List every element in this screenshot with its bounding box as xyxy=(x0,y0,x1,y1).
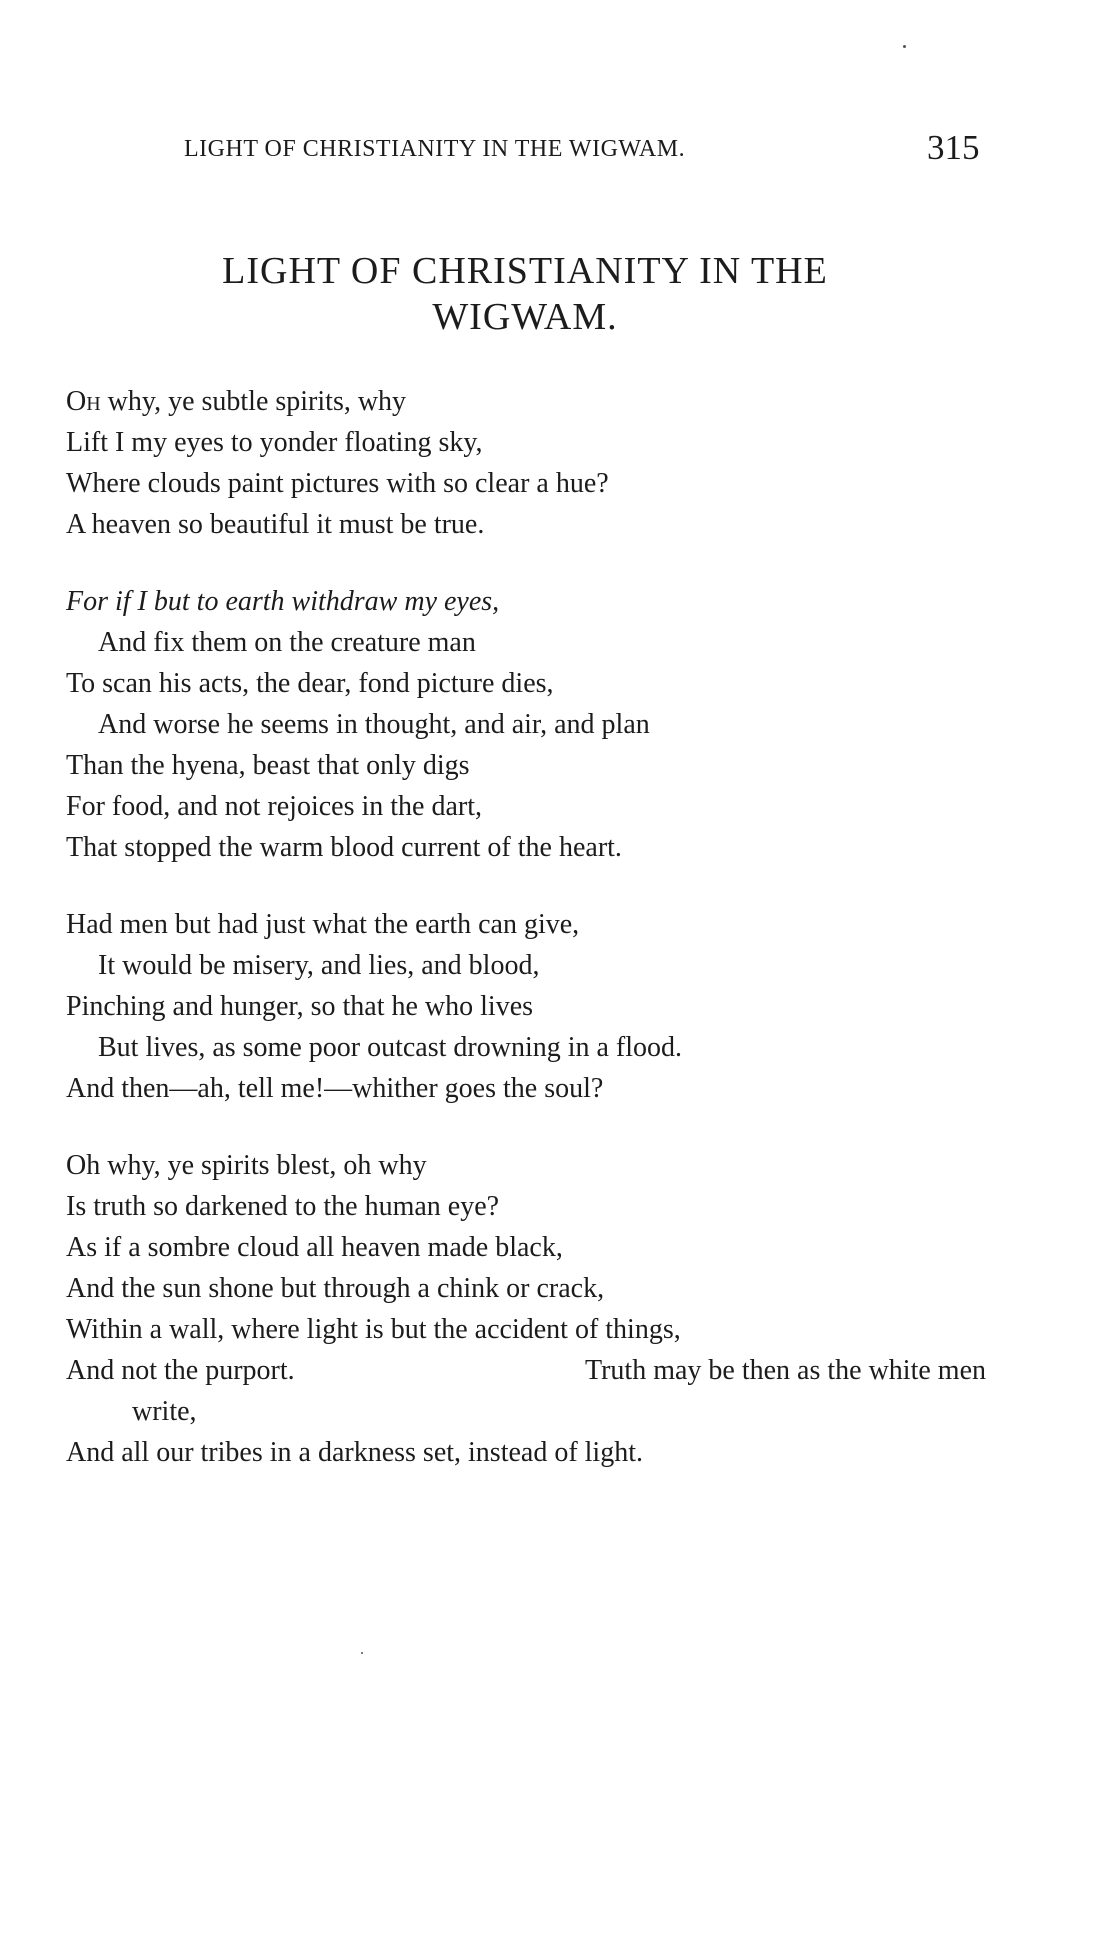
poem-title xyxy=(0,248,1050,340)
stanza-4 xyxy=(66,1145,1066,1473)
poem-line: And fix them on the creature man xyxy=(98,627,476,658)
poem-line: And all our tribes in a darkness set, instead of light. xyxy=(66,1437,643,1468)
poem-line: And the sun shone but through a chink or crack, xyxy=(66,1273,605,1304)
line-right: Truth may be then as the white men xyxy=(584,1355,986,1386)
stanza-3 xyxy=(66,904,1066,1109)
poem-line-continuation: write, xyxy=(132,1396,197,1427)
page-number: 315 xyxy=(927,128,980,167)
paper-speck xyxy=(903,45,906,48)
poem-line: That stopped the warm blood current of the heart. xyxy=(66,832,622,863)
poem-line: But lives, as some poor outcast drowning in a flood. xyxy=(98,1032,683,1063)
poem-line: And worse he seems in thought, and air, and plan xyxy=(98,709,650,740)
line-text: why, ye subtle spirits, why xyxy=(100,386,407,417)
poem-line: For if I but to earth withdraw my eyes, xyxy=(66,586,500,617)
poem-line: Pinching and hunger, so that he who lives xyxy=(66,991,534,1022)
poem-line: As if a sombre cloud all heaven made black, xyxy=(66,1232,563,1263)
poem-line xyxy=(66,381,1066,422)
poem-body xyxy=(66,381,1066,1509)
poem-line: Lift I my eyes to yonder floating sky, xyxy=(66,427,483,458)
running-head xyxy=(0,128,1097,168)
stanza-1 xyxy=(66,381,1066,545)
running-title: LIGHT OF CHRISTIANITY IN THE WIGWAM. xyxy=(184,136,686,162)
poem-line: For food, and not rejoices in the dart, xyxy=(66,791,483,822)
poem-line: It would be misery, and lies, and blood, xyxy=(98,950,540,981)
stanza-2 xyxy=(66,581,1066,868)
poem-title-line-1: LIGHT OF CHRISTIANITY IN THE xyxy=(222,250,828,292)
poem-line: To scan his acts, the dear, fond picture dies, xyxy=(66,668,554,699)
poem-line: Is truth so darkened to the human eye? xyxy=(66,1191,500,1222)
paper-speck xyxy=(361,1652,363,1654)
poem-line: And then—ah, tell me!—whither goes the soul? xyxy=(66,1073,604,1104)
poem-line: A heaven so beautiful it must be true. xyxy=(66,509,485,540)
poem-line: Where clouds paint pictures with so clear a hue? xyxy=(66,468,609,499)
poem-line: Within a wall, where light is but the accident of things, xyxy=(66,1314,681,1345)
poem-line xyxy=(66,1350,986,1391)
line-left: And not the purport. xyxy=(66,1355,295,1386)
poem-line: Than the hyena, beast that only digs xyxy=(66,750,470,781)
poem-line: Oh why, ye spirits blest, oh why xyxy=(66,1150,427,1181)
poem-title-line-2: WIGWAM. xyxy=(432,296,618,338)
drop-word: Oh xyxy=(66,386,101,417)
poem-line: Had men but had just what the earth can give, xyxy=(66,909,580,940)
